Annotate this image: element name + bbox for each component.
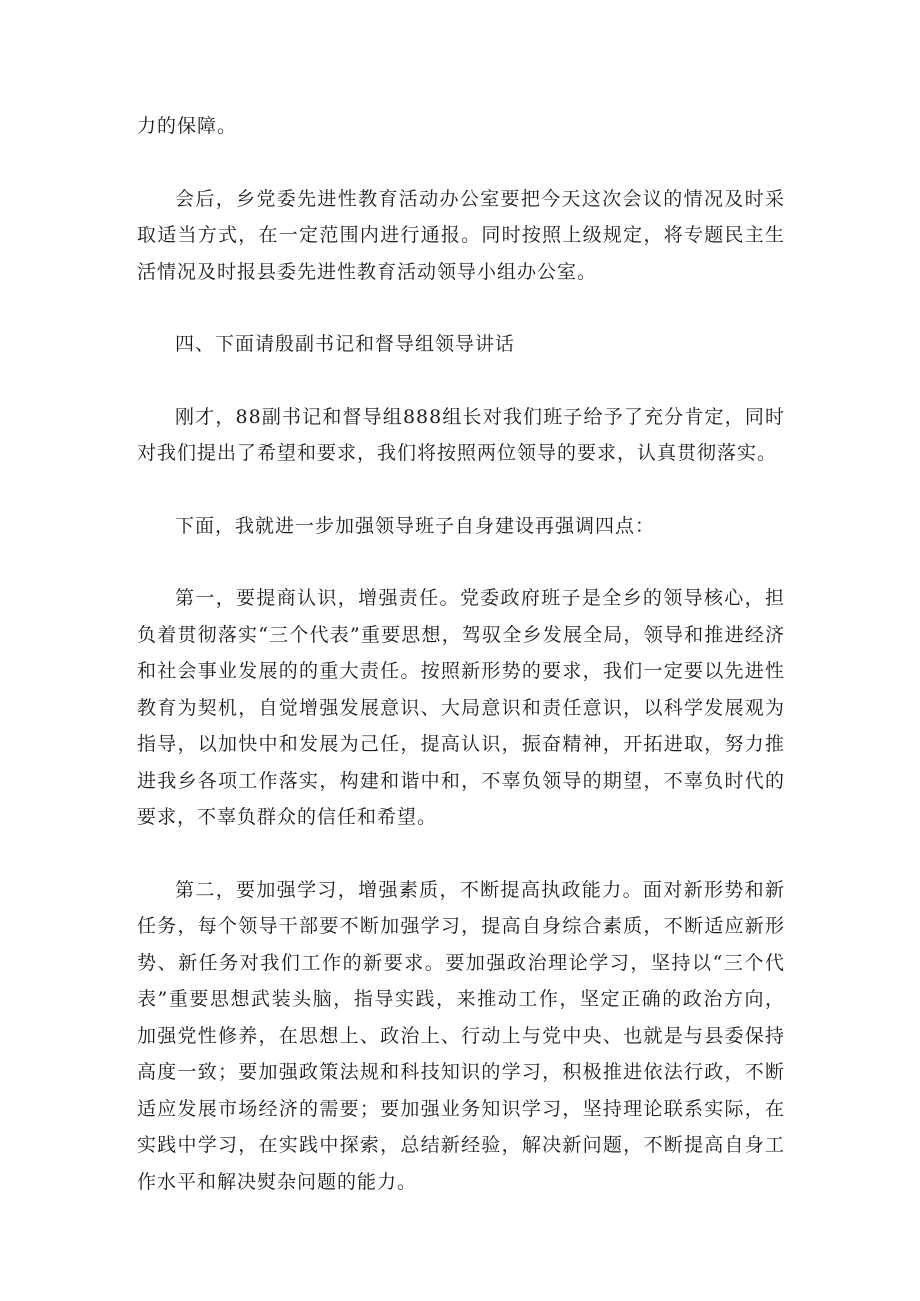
document-page	[137, 108, 785, 1236]
paragraph-meeting-report: 会后，乡党委先进性教育活动办公室要把今天这次会议的情况及时采取适当方式，在一定范围内进行通报。同时按照上级规定，将专题民主生活情况及时报县委先进性教育活动领导小组办公室。	[137, 187, 785, 283]
paragraph-four-points-intro: 下面，我就进一步加强领导班子自身建设再强调四点：	[175, 514, 656, 537]
paragraph-leaders-remarks: 刚才，88副书记和督导组888组长对我们班子给予了充分肯定，同时对我们提出了希望和要求，我们将按照两位领导的要求，认真贯彻落实。	[137, 405, 785, 464]
paragraph-continuation: 力的保障。	[137, 115, 238, 137]
paragraph-point-two: 第二，要加强学习，增强素质，不断提高执政能力。面对新形势和新任务，每个领导干部要不断加强学习，提高自身综合素质，不断适应新形势、新任务对我们工作的新要求。要加强政治理论学习，坚持以“三个代表”重要思想武装头脑，指导实践，来推动工作，坚定正确的政治方向，加强党性修养，在思想上、政治上、行动上与党中央、也就是与县委保持高度一致；要加强政策法规和科技知识的学习，积极推进依法行政，不断适应发展市场经济的需要；要加强业务知识学习，坚持理论联系实际，在实践中学习，在实践中探索，总结新经验，解决新问题，不断提高自身工作水平和解决熨杂问题的能力。	[137, 878, 785, 1193]
section-heading-four: 四、下面请殷副书记和督导组领导讲话	[175, 333, 516, 355]
paragraph-point-one: 第一，要提商认识，增强责任。党委政府班子是全乡的领导核心，担负着贯彻落实“三个代表”重要思想，驾驭全乡发展全局，领导和推进经济和社会事业发展的的重大责任。按照新形势的要求，我们一定要以先进性教育为契机，自觉增强发展意识、大局意识和责任意识，以科学发展观为指导，以加快中和发展为己任，提高认识，振奋精神，开拓进取，努力推进我乡各项工作落实，构建和谐中和，不辜负领导的期望，不辜负时代的要求，不辜负群众的信任和希望。	[137, 587, 785, 828]
